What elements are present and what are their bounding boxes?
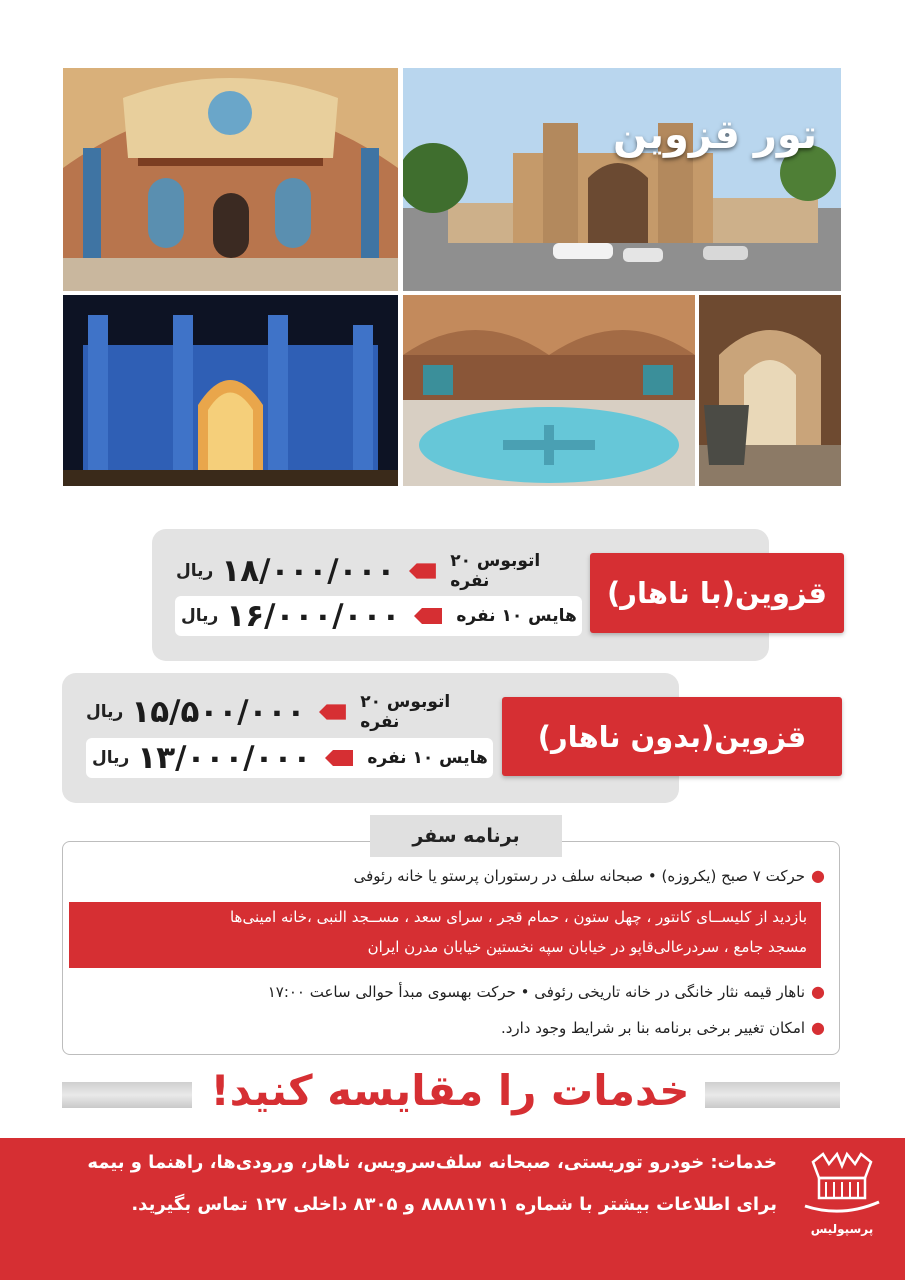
itinerary-highlight-line: مسجد جامع ، سردرعالی‌قاپو در خیابان سپه نخستین خیابان مدرن ایران — [367, 938, 807, 956]
itinerary-item — [501, 1018, 825, 1037]
price-row-bus-with-lunch — [170, 551, 580, 591]
photo-qajar-bathhouse-pool — [403, 295, 695, 486]
price-amount: ۱۳/۰۰۰/۰۰۰ — [137, 740, 312, 776]
package-with-lunch-label: قزوین(با ناهار) — [590, 553, 844, 633]
itinerary-item-text: ناهار قیمه نثار خانگی در خانه تاریخی رئوفی • حرکت بهسوی مبدأ حوالی ساعت ۱۷:۰۰ — [267, 983, 806, 1001]
footer-services: خدمات: خودرو توریستی، صبحانه سلف‌سرویس، ناهار، ورودی‌ها، راهنما و بیمه — [87, 1152, 777, 1173]
arrow-left-icon — [319, 704, 346, 720]
arrow-left-icon — [409, 563, 436, 579]
price-row-hiace-with-lunch — [175, 596, 582, 636]
itinerary-title: برنامه سفر — [370, 815, 562, 857]
compare-title: خدمات را مقایسه کنید! — [210, 1066, 690, 1115]
photo-caravanserai-interior — [63, 68, 398, 291]
price-row-bus-without-lunch — [80, 692, 490, 732]
vehicle-label: هایس ۱۰ نفره — [456, 606, 577, 626]
footer-contact: برای اطلاعات بیشتر با شماره ۸۸۸۸۱۷۱۱ و ۸۳۰۵ داخلی ۱۲۷ تماس بگیرید. — [131, 1194, 777, 1215]
bullet-icon: ● — [811, 982, 825, 1001]
arrow-left-icon — [325, 750, 353, 766]
itinerary-highlight-line: بازدید از کلیســای کانتور ، چهل ستون ، حمام قجر ، سرای سعد ، مســجد النبی ،خانه امینی‌ها — [229, 908, 807, 926]
company-logo — [799, 1150, 885, 1250]
logo-name: پرسپولیس — [810, 1222, 874, 1236]
itinerary-item-text: حرکت ۷ صبح (یکروزه) • صبحانه سلف در رستوران پرستو یا خانه رئوفی — [353, 867, 806, 885]
compare-bar-left — [62, 1082, 192, 1108]
itinerary-item-text: امکان تغییر برخی برنامه بنا بر شرایط وجود دارد. — [500, 1019, 806, 1037]
vehicle-label: اتوبوس ۲۰ نفره — [360, 692, 451, 732]
price-row-hiace-without-lunch — [86, 738, 493, 778]
bullet-icon: ● — [811, 866, 825, 885]
currency-label: ریال — [86, 702, 124, 722]
vehicle-label: هایس ۱۰ نفره — [367, 748, 488, 768]
photo-arched-corridor — [699, 295, 841, 486]
price-amount: ۱۵/۵۰۰/۰۰۰ — [131, 694, 306, 730]
price-amount: ۱۸/۰۰۰/۰۰۰ — [221, 553, 396, 589]
photo-city-gate-square — [403, 68, 841, 291]
currency-label: ریال — [181, 606, 219, 626]
photo-illuminated-gate-night — [63, 295, 398, 486]
tour-title: تور قزوین — [612, 112, 817, 158]
vehicle-label: اتوبوس ۲۰ نفره — [450, 551, 541, 591]
bullet-icon: ● — [811, 1018, 825, 1037]
currency-label: ریال — [176, 561, 214, 581]
price-amount: ۱۶/۰۰۰/۰۰۰ — [226, 598, 401, 634]
currency-label: ریال — [92, 748, 130, 768]
persepolis-logo-icon — [799, 1150, 885, 1220]
compare-bar-right — [705, 1082, 840, 1108]
package-without-lunch-label: قزوین(بدون ناهار) — [502, 697, 842, 776]
itinerary-item — [268, 982, 825, 1001]
itinerary-item — [354, 866, 825, 885]
arrow-left-icon — [414, 608, 442, 624]
